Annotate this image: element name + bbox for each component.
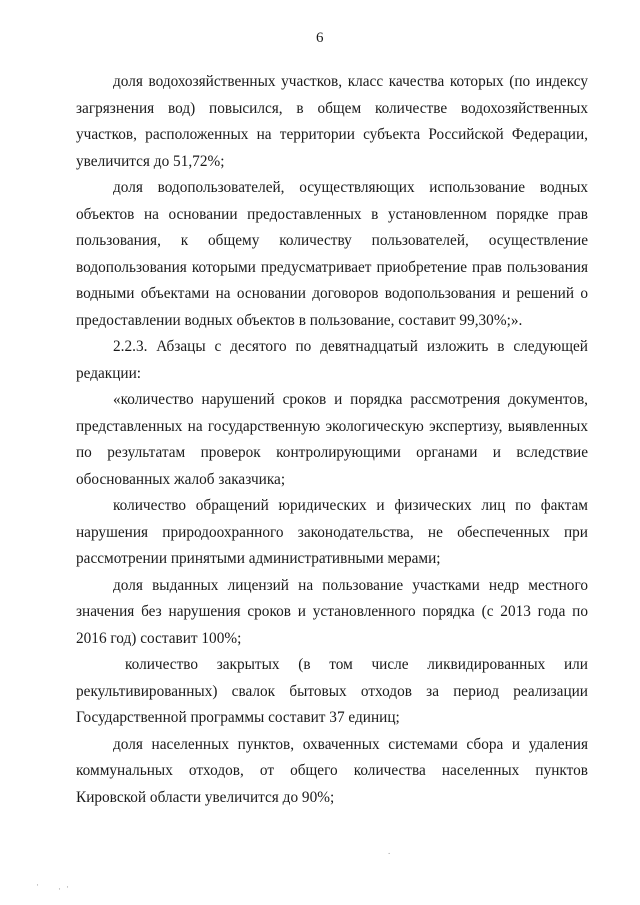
- scan-speck: ·: [66, 882, 69, 892]
- paragraph-water-sections-quality: доля водохозяйственных участков, класс качества которых (по индексу загрязнения вод) повысился, в общем количестве водохозяйственных участков, расположенных на территории субъекта Российской Федерации, увеличится до 51,72%;: [76, 73, 588, 170]
- page-number: 6: [316, 30, 324, 46]
- scan-speck: ·: [36, 880, 39, 890]
- scan-speck: .: [388, 846, 391, 856]
- paragraph-subsoil-licenses: доля выданных лицензий на пользование участками недр местного значения без нарушения сроков и установленного порядка (с 2013 года по 2016 год) составит 100%;: [76, 576, 588, 647]
- paragraph-closed-landfills: количество закрытых (в том числе ликвидированных или рекультивированных) свалок бытовых отходов за период реализации Государственной программы составит 37 единиц;: [76, 656, 588, 726]
- paragraph-citizen-appeals: количество обращений юридических и физических лиц по фактам нарушения природоохранного законодательства, не обеспеченных при рассмотрении принятыми административными мерами;: [76, 497, 588, 567]
- document-body: [76, 69, 588, 811]
- paragraph-expertise-violations: «количество нарушений сроков и порядка рассмотрения документов, представленных на государственную экологическую экспертизу, выявленных по результатам проверок контролирующими органами и вследствие обоснованных жалоб заказчика;: [76, 391, 588, 488]
- paragraph-waste-collection-coverage: доля населенных пунктов, охваченных системами сбора и удаления коммунальных отходов, от общего количества населенных пунктов Кировской области увеличится до 90%;: [76, 735, 588, 806]
- paragraph-water-users-share: доля водопользователей, осуществляющих использование водных объектов на основании предоставленных в установленном порядке прав пользования, к общему количеству пользователей, осуществление водопользования которыми предусматривает приобретение прав пользования водными объектами на основании договоров водопользования и решений о предоставлении водных объектов в пользование, составит 99,30%;».: [76, 179, 588, 329]
- scan-speck: ·: [58, 884, 61, 894]
- paragraph-amendment-2-2-3: 2.2.3. Абзацы с десятого по девятнадцатый изложить в следующей редакции:: [76, 338, 588, 382]
